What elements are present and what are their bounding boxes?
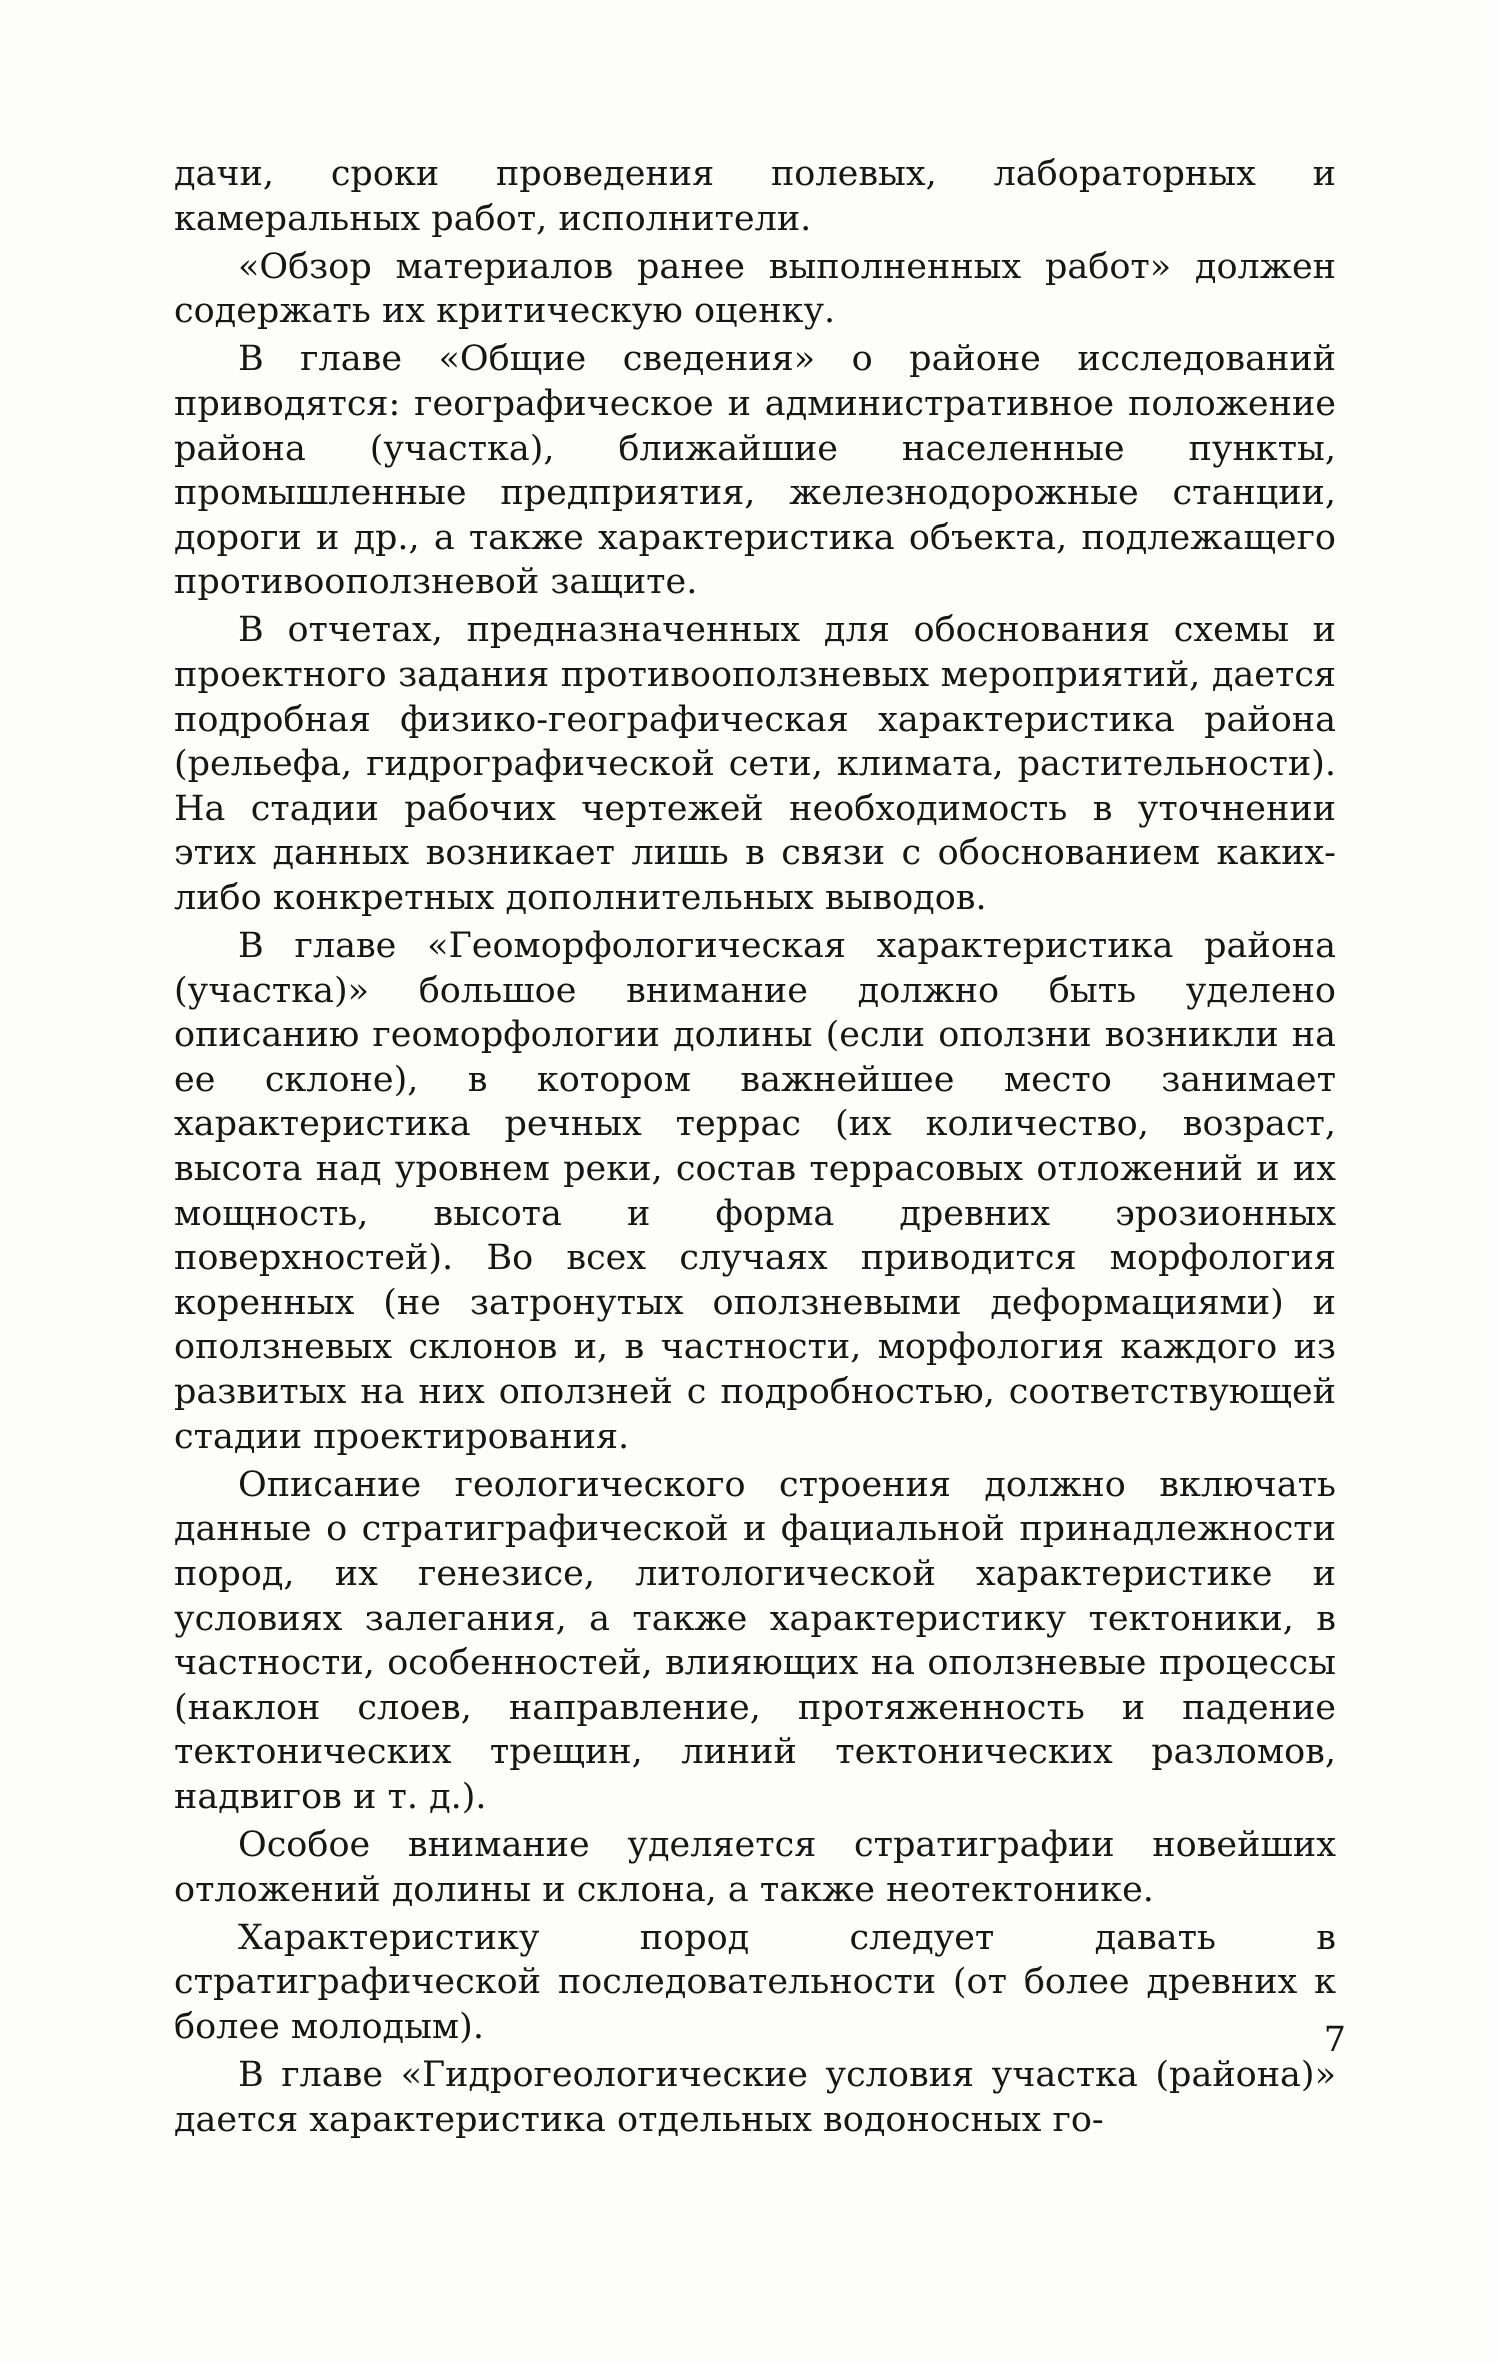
paragraph-review-of-materials: «Обзор материалов ранее выполненных работ» должен содержать их критическую оценку. (174, 246, 1336, 332)
body-text (174, 152, 1336, 2146)
paragraph-geomorphology: В главе «Геоморфологическая характеристика района (участка)» большое внимание должно быть уделено описанию геоморфологии долины (если оползни возникли на ее склоне), в котором важнейшее место занимает характеристика речных террас (их количество, возраст, высота над уровнем реки, состав террасовых отложений и их мощность, высота и форма древних эрозионных поверхностей). Во всех случаях приводится морфология коренных (не затронутых оползневыми деформациями) и оползневых склонов и, в частности, морфология каждого из развитых на них оползней с подробностью, соответствующей стадии проектирования. (174, 926, 1336, 1457)
paragraph-continuation: дачи, сроки проведения полевых, лабораторных и камеральных работ, исполнители. (174, 154, 1336, 239)
paragraph-geological-structure: Описание геологического строения должно включать данные о стратиграфической и фациальной принадлежности пород, их генезисе, литологической характеристике и условиях залегания, а также характеристику тектоники, в частности, особенностей, влияющих на оползневые процессы (наклон слоев, направление, протяженность и падение тектонических трещин, линий тектонических разломов, надвигов и т. д.). (174, 1464, 1336, 1817)
page-number: 7 (1323, 2020, 1346, 2060)
paragraph-stratigraphy: Особое внимание уделяется стратиграфии новейших отложений долины и склона, а также неотектонике. (174, 1824, 1336, 1910)
paragraph-physical-geography: В отчетах, предназначенных для обоснования схемы и проектного задания противооползневых мероприятий, дается подробная физико-географическая характеристика района (рельефа, гидрографической сети, климата, растительности). На стадии рабочих чертежей необходимость в уточнении этих данных возникает лишь в связи с обоснованием каких-либо конкретных дополнительных выводов. (174, 610, 1336, 918)
paragraph-rock-characteristics: Характеристику пород следует давать в стратиграфической последовательности (от более древних к более молодым). (174, 1917, 1336, 2047)
paragraph-hydrogeology: В главе «Гидрогеологические условия участка (района)» дается характеристика отдельных водоносных го- (174, 2054, 1336, 2140)
paragraph-general-information: В главе «Общие сведения» о районе исследований приводятся: географическое и административное положение района (участка), ближайшие населенные пункты, промышленные предприятия, железнодорожные станции, дороги и др., а также характеристика объекта, подлежащего противооползневой защите. (174, 339, 1336, 603)
